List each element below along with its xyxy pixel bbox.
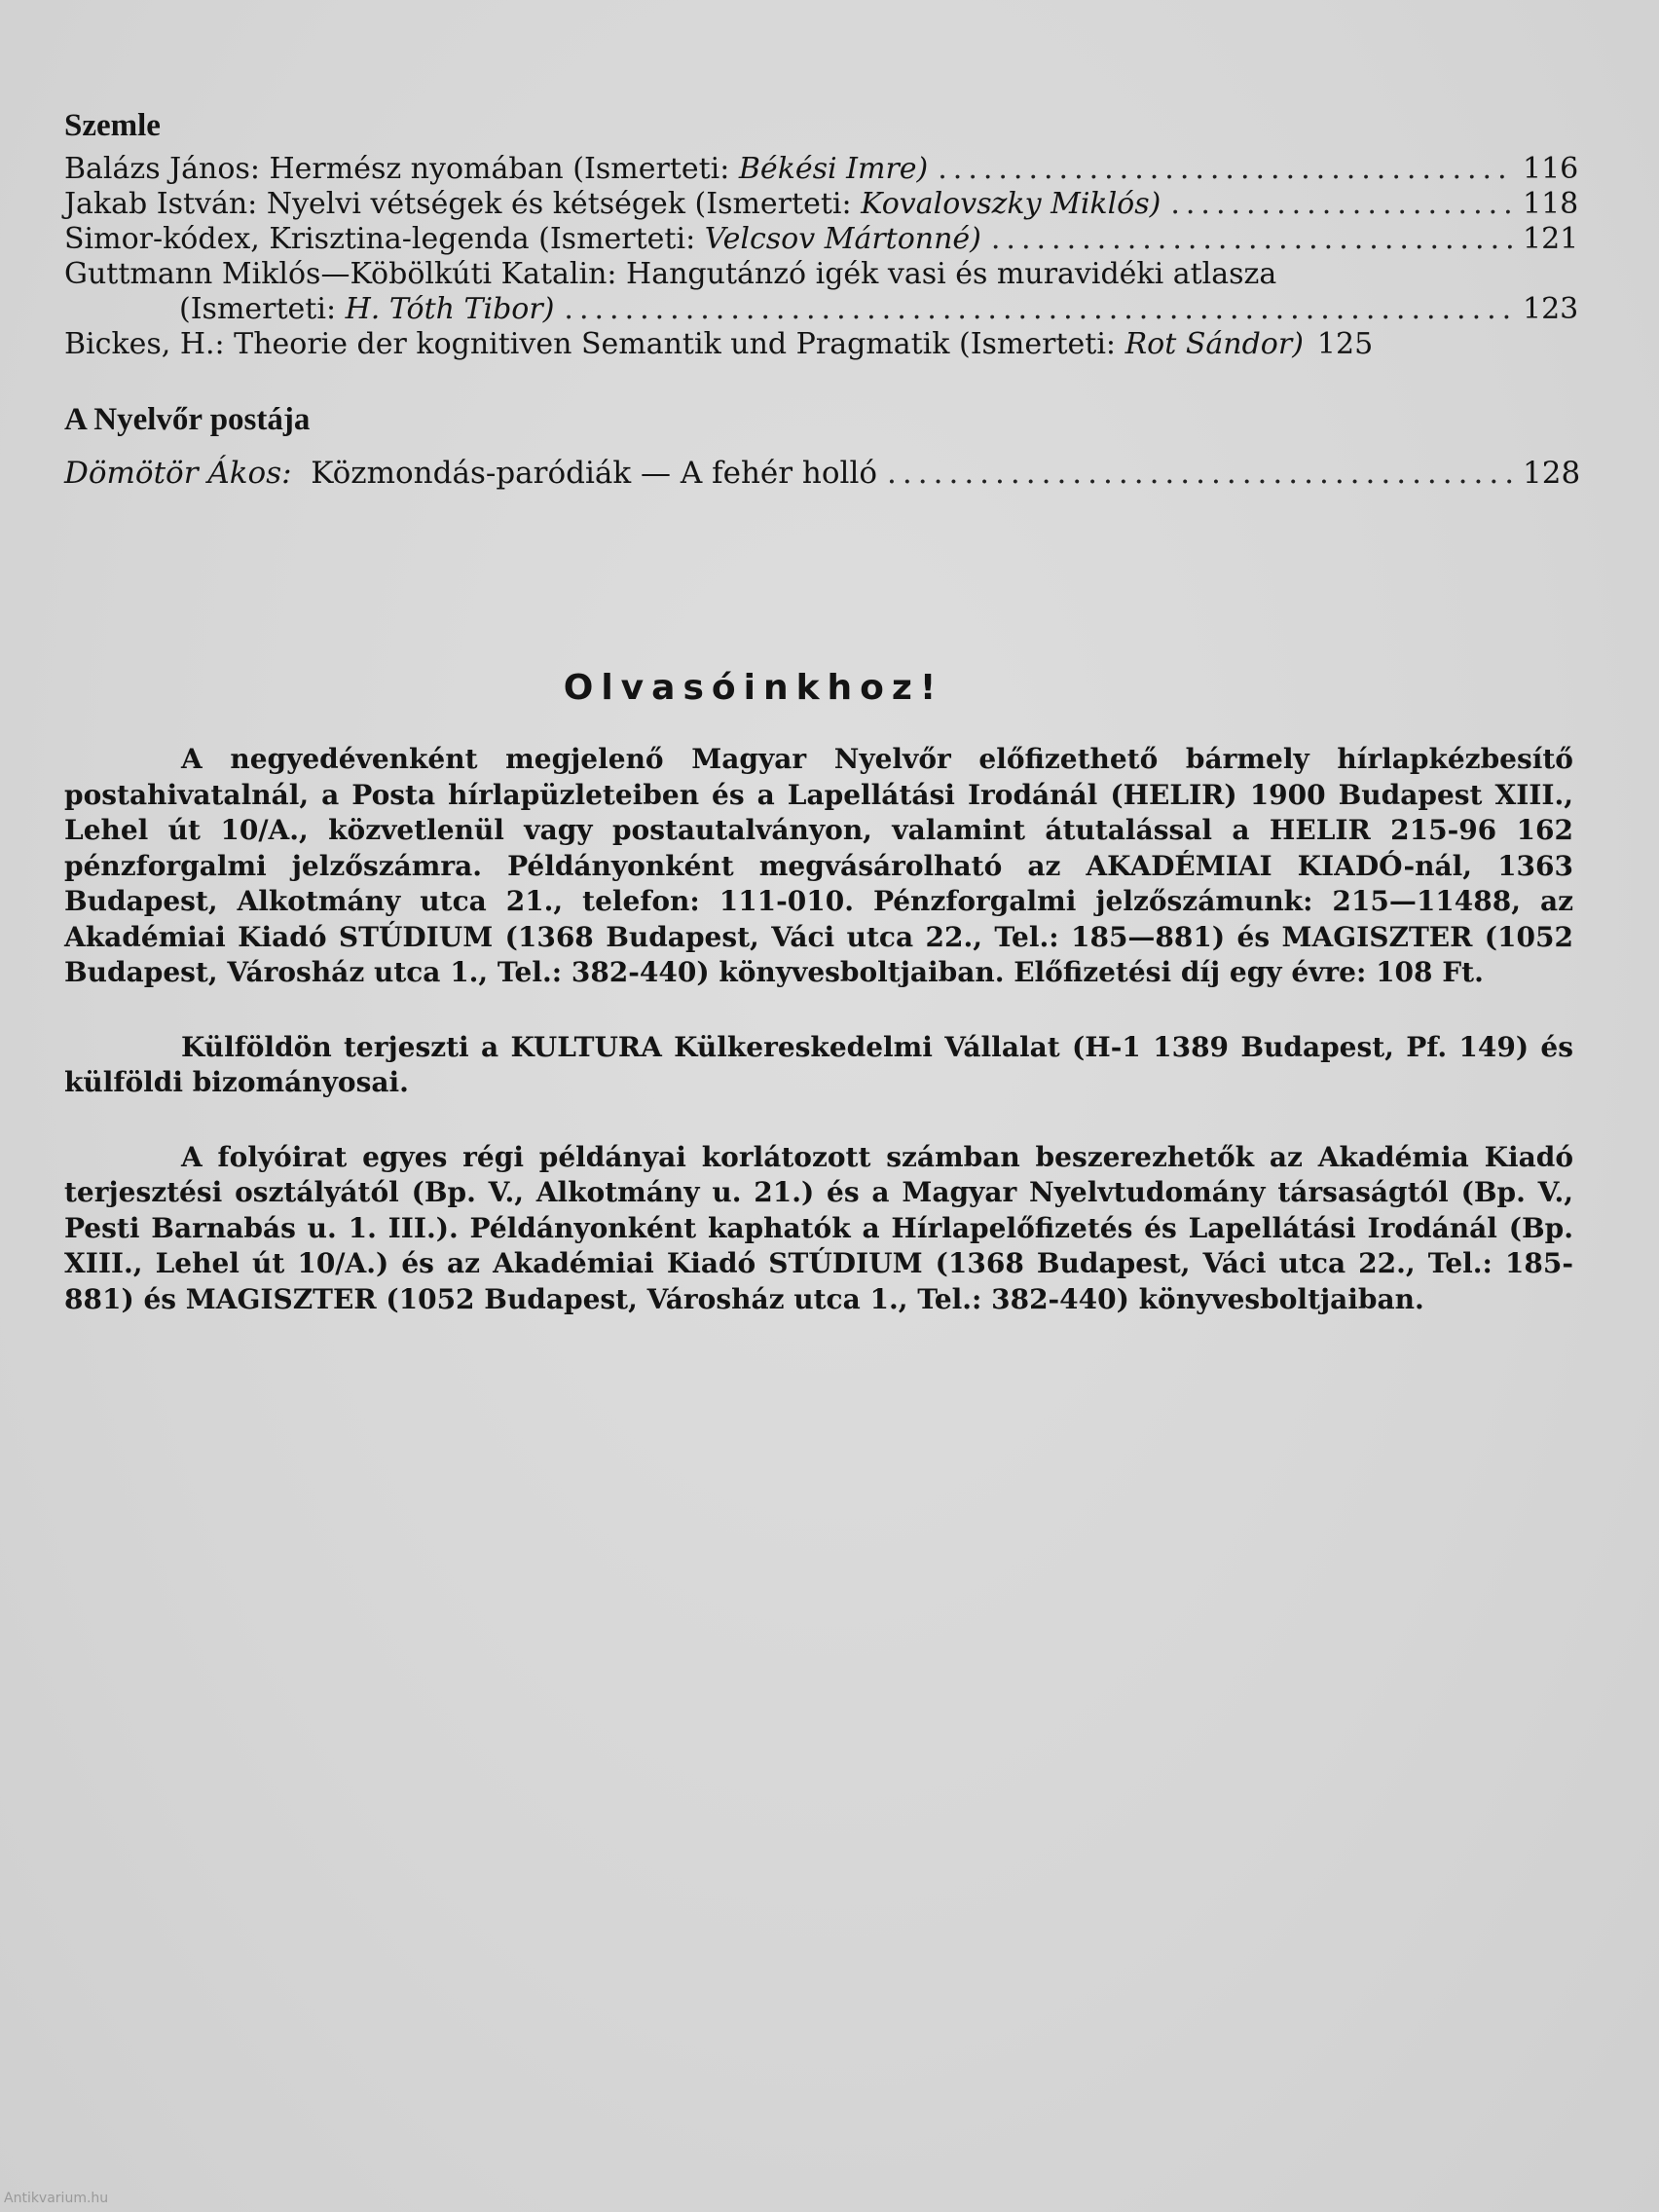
dot-leader xyxy=(564,292,1513,327)
toc-entry-text xyxy=(64,222,981,257)
toc-entry xyxy=(64,152,1579,187)
toc-page-number: 128 xyxy=(1523,456,1581,491)
toc-entry-reviewer: Kovalovszky Miklós) xyxy=(861,187,1161,221)
toc-entry-continued xyxy=(64,292,1579,327)
toc-entry-title: Balázs János: Hermész nyomában (Ismerteti: xyxy=(64,152,739,186)
toc-entry-first-line xyxy=(64,257,1573,292)
toc-entry xyxy=(64,222,1579,257)
posta-heading: A Nyelvőr postája xyxy=(64,402,311,437)
toc-page-number: 118 xyxy=(1523,187,1579,221)
notice-body xyxy=(64,742,1573,1356)
toc-entry-title: Jakab István: Nyelvi vétségek és kétségek (Ismerteti: xyxy=(64,187,862,221)
toc-entry-reviewer: Velcsov Mártonné) xyxy=(704,222,981,256)
toc-entry-reviewer: H. Tóth Tibor) xyxy=(345,292,555,326)
toc-entry-prefix: (Ismerteti: xyxy=(179,292,346,326)
toc-entry-text xyxy=(64,456,877,491)
toc-entry-author: Dömötör Ákos: xyxy=(64,456,292,491)
toc-entry-reviewer: Rot Sándor) xyxy=(1124,327,1304,361)
toc-entry-text xyxy=(179,292,554,327)
toc-entry xyxy=(64,327,1573,362)
posta-toc-list xyxy=(64,456,1581,491)
toc-page-number: 116 xyxy=(1523,152,1579,186)
notice-paragraph: A folyóirat egyes régi példányai korlátozott számban beszerezhetők az Akadémia Kiadó terjesztési osztályától (Bp. V., Alkotmány u. 21.) és a Magyar Nyelvtudomány társaságtól (Bp. V., Pesti Barnabás u. 1. III.). Példányonként kaphatók a Hírlapelőfizetés és Lapellátási Irodánál (Bp. XIII., Lehel út 10/A.) és az Akadémiai Kiadó STÚDIUM (1368 Budapest, Váci utca 22., Tel.: 185-881) és MAGISZTER (1052 Budapest, Városház utca 1., Tel.: 382-440) könyvesboltjaiban. xyxy=(64,1140,1573,1315)
notice-paragraph: A negyedévenként megjelenő Magyar Nyelvőr előfizethető bármely hírlapkézbesítő postahivatalnál, a Posta hírlapüzleteiben és a Lapellátási Irodánál (HELIR) 1900 Budapest XIII., Lehel út 10/A., közvetlenül vagy postautalványon, valamint átutalással a HELIR 215-96 162 pénzforgalmi jelzőszámra. Példányonként megvásárolható az AKADÉMIAI KIADÓ-nál, 1363 Budapest, Alkotmány utca 21., telefon: 111-010. Pénzforgalmi jelzőszámunk: 215—11488, az Akadémiai Kiadó STÚDIUM (1368 Budapest, Váci utca 22., Tel.: 185—881) és MAGISZTER (1052 Budapest, Városház utca 1., Tel.: 382-440) könyvesboltjaiban. Előfizetési díj egy évre: 108 Ft. xyxy=(64,743,1573,988)
toc-entry-text xyxy=(64,187,1161,222)
szemle-heading: Szemle xyxy=(64,108,161,143)
notice-title: Olvasóinkhoz! xyxy=(563,668,944,708)
toc-entry xyxy=(64,456,1581,491)
watermark: Antikvarium.hu xyxy=(4,2191,109,2206)
section-gap xyxy=(64,362,1573,401)
toc-entry-text xyxy=(64,327,1304,362)
dot-leader xyxy=(1170,187,1513,222)
toc-page-number: 123 xyxy=(1523,292,1579,326)
dot-leader xyxy=(887,456,1513,491)
toc-entry-title: Simor-kódex, Krisztina-legenda (Ismerteti: xyxy=(64,222,705,256)
toc-entry-title: Közmondás-paródiák — A fehér holló xyxy=(311,456,878,491)
dot-leader xyxy=(938,152,1513,187)
contents-page xyxy=(64,107,1581,1315)
toc-entry-title: Guttmann Miklós—Köbölkúti Katalin: Hangutánzó igék vasi és muravidéki atlasza xyxy=(64,257,1277,291)
toc-entry-reviewer: Békési Imre) xyxy=(738,152,929,186)
toc-entry-title: Bickes, H.: Theorie der kognitiven Semantik und Pragmatik (Ismerteti: xyxy=(64,327,1125,361)
dot-leader xyxy=(991,222,1513,257)
toc-page-number: 125 xyxy=(1316,327,1374,361)
szemle-toc-list xyxy=(64,152,1579,362)
toc-page-number: 121 xyxy=(1523,222,1579,256)
toc-entry-text xyxy=(64,152,928,187)
toc-entry xyxy=(64,187,1579,222)
notice-paragraph: Külföldön terjeszti a KULTURA Külkereskedelmi Vállalat (H-1 1389 Budapest, Pf. 149) és külföldi bizományosai. xyxy=(64,1030,1573,1098)
